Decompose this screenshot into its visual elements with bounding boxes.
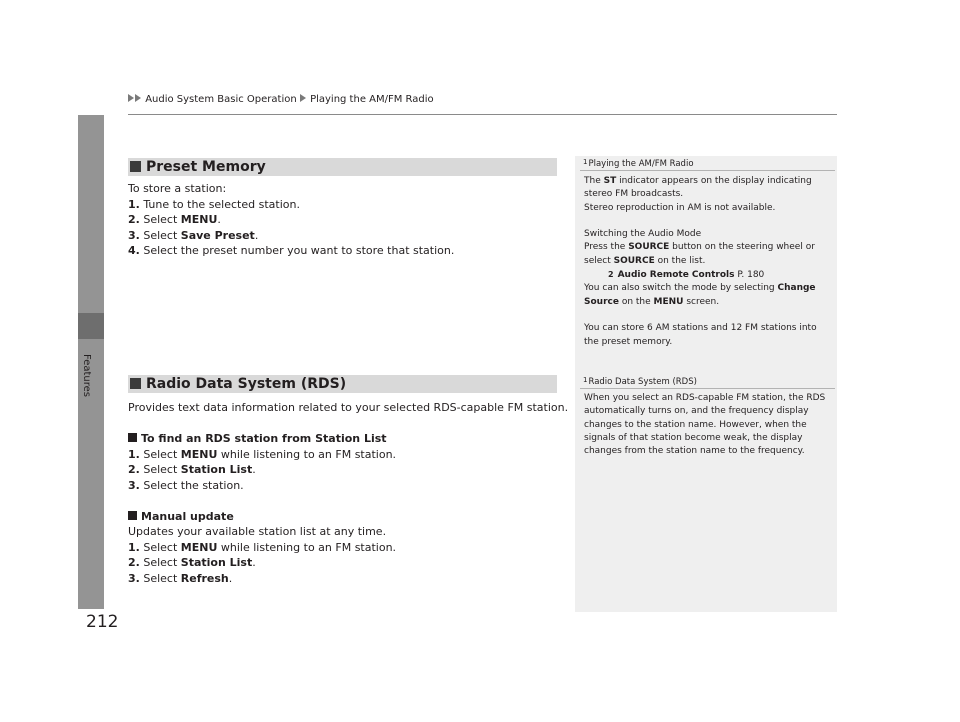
chevron-right-icon xyxy=(135,94,141,102)
preset-memory-body xyxy=(128,181,454,259)
square-bullet-icon xyxy=(130,378,141,389)
cross-reference-link[interactable]: 2 Audio Remote Controls P. 180 xyxy=(608,270,765,281)
step: 1. Tune to the selected station. xyxy=(128,197,300,211)
paragraph: Updates your available station list at any time. xyxy=(128,525,387,538)
step: 2. Select Station List. xyxy=(128,556,256,569)
step: 3. Select Refresh. xyxy=(128,571,233,585)
breadcrumb-item[interactable]: Audio System Basic Operation xyxy=(145,94,297,105)
section-heading-rds: Radio Data System (RDS) xyxy=(128,375,557,393)
step: 3. Select the station. xyxy=(128,478,244,492)
step: 1. Select MENU while listening to an FM station. xyxy=(128,447,397,461)
reference-icon: 2 xyxy=(608,270,614,280)
chapter-label: Features xyxy=(81,354,92,397)
step: 4. Select the preset number you want to store that station. xyxy=(128,244,455,257)
note-rule xyxy=(580,170,835,171)
section-heading-preset-memory: Preset Memory xyxy=(128,158,557,176)
chevron-right-icon xyxy=(128,94,134,102)
note-title-playing-radio: $^1$Playing the AM/FM Radio xyxy=(583,158,694,169)
step: 2. Select MENU. xyxy=(128,213,221,226)
note-title-rds: $^1$Radio Data System (RDS) xyxy=(583,376,697,387)
paragraph: To store a station: xyxy=(128,182,227,195)
subheading-find-station: To find an RDS station from Station List xyxy=(128,431,568,447)
chevron-right-icon xyxy=(300,94,306,102)
header-rule xyxy=(128,114,837,115)
paragraph: Provides text data information related to your selected RDS-capable FM station. xyxy=(128,401,569,414)
chapter-tab-marker xyxy=(78,313,104,339)
page-number: 212 xyxy=(86,612,119,632)
square-bullet-icon xyxy=(128,511,137,520)
breadcrumb-item[interactable]: Playing the AM/FM Radio xyxy=(310,94,434,105)
note-rds: When you select an RDS-capable FM station, the RDS automatically turns on, and the frequency display changes to the station name. However, when the signals of that station become weak, the display changes from the station name to the frequency. xyxy=(584,393,826,457)
square-bullet-icon xyxy=(130,161,141,172)
note-rule xyxy=(580,388,835,389)
note-playing-radio: The ST indicator appears on the display indicating stereo FM broadcasts. Stereo reproduction in AM is not available. Switching the Audio Mode Press the SOURCE button on the steering wheel or select SOURCE on the list. 2 Audio Remote Controls P. 180 You can also switch the mode by selecting Change Source on the MENU screen. You can store 6 AM stations and 12 FM stations into the preset memory. xyxy=(584,176,817,347)
breadcrumb xyxy=(128,94,434,105)
square-bullet-icon xyxy=(128,433,137,442)
step: 3. Select Save Preset. xyxy=(128,228,259,242)
rds-body xyxy=(128,400,568,586)
step: 2. Select Station List. xyxy=(128,463,256,476)
step: 1. Select MENU while listening to an FM station. xyxy=(128,540,397,554)
subheading-manual-update: Manual update xyxy=(128,509,568,525)
